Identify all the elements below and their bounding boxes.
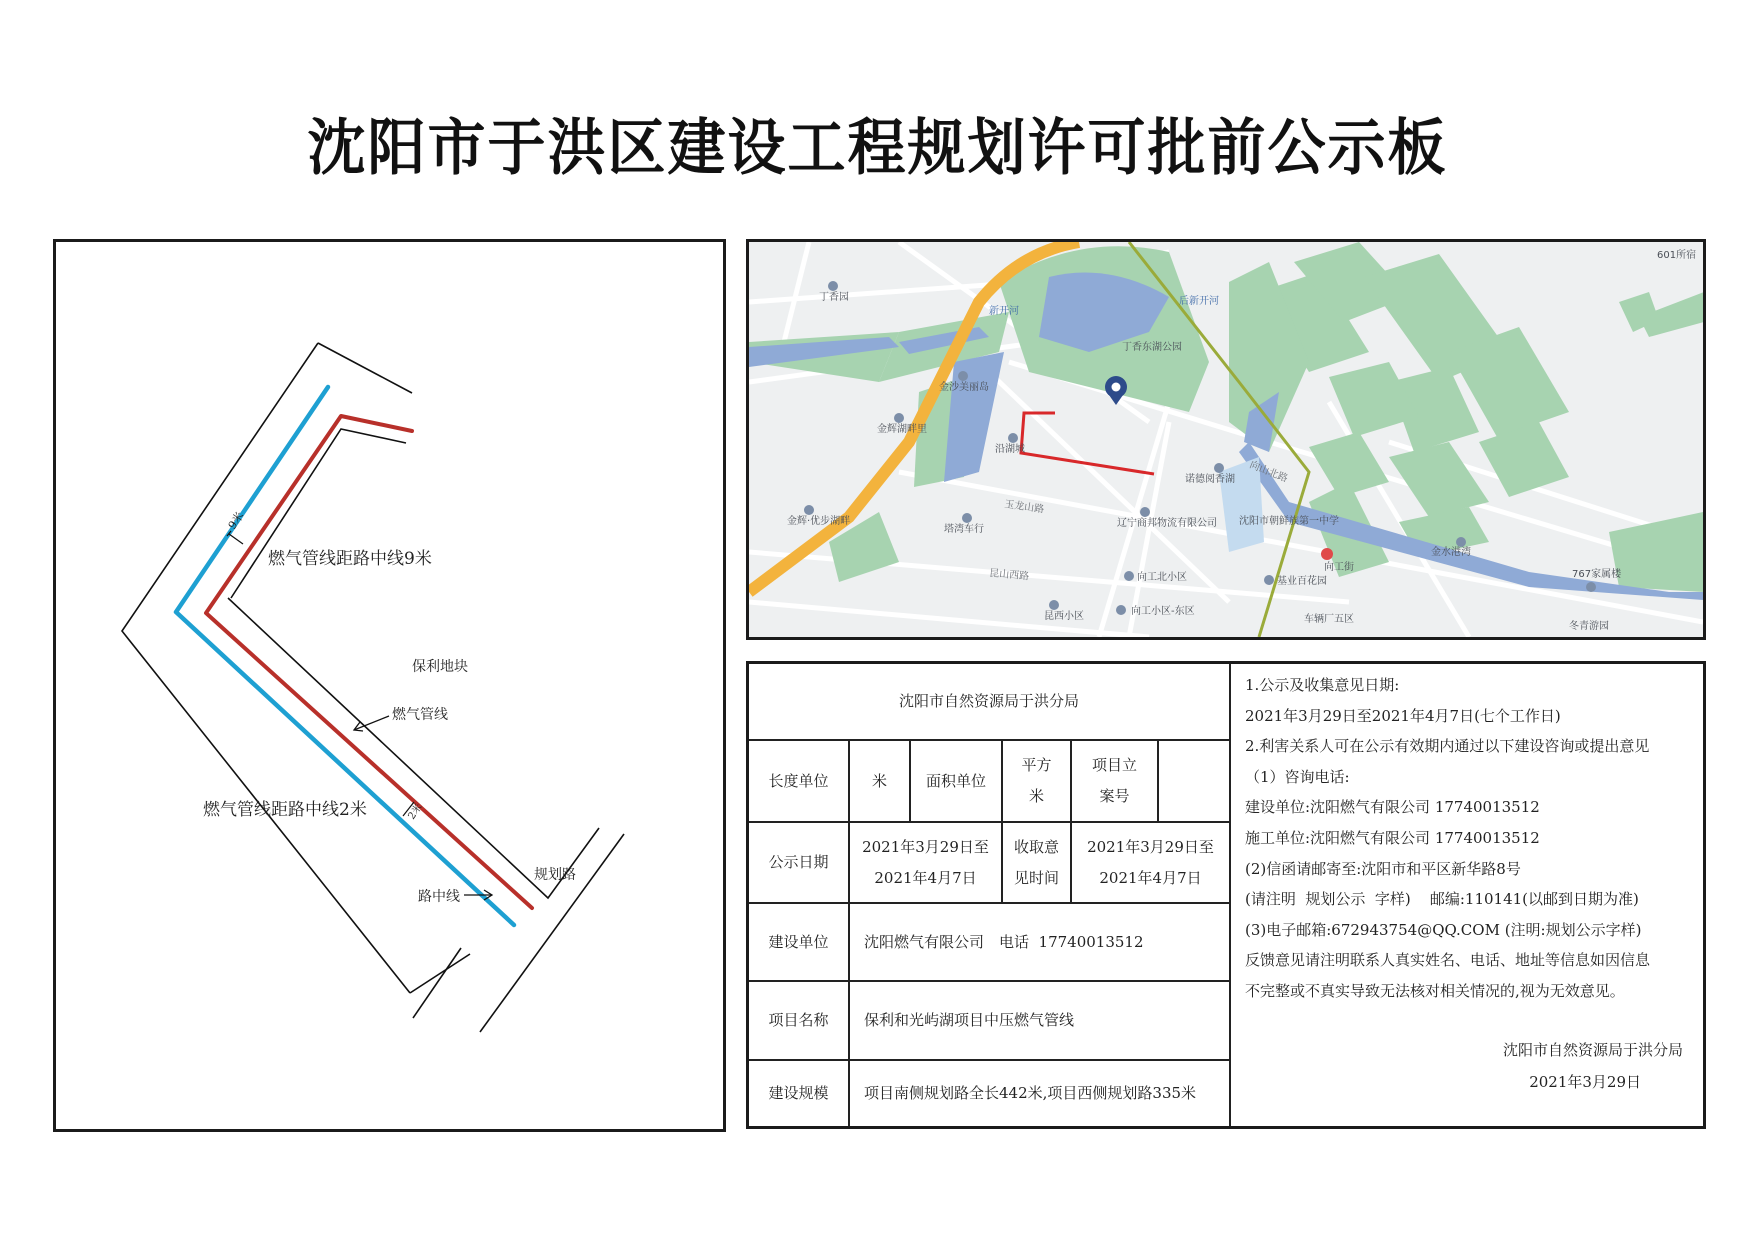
svg-text:向工街: 向工街 — [1324, 562, 1354, 573]
project-id-label: 项目立 案号 — [1072, 741, 1159, 823]
publicity-date-value: 2021年3月29日至 2021年4月7日 — [850, 823, 1003, 904]
dimension-2m-label: 2米 — [406, 801, 425, 822]
distance-2m-label: 燃气管线距路中线2米 — [203, 800, 367, 820]
area-unit-label: 面积单位 — [911, 741, 1003, 823]
svg-text:向工小区-东区: 向工小区-东区 — [1131, 606, 1195, 617]
gas-line-label: 燃气管线 — [392, 707, 448, 723]
svg-text:丁香园: 丁香园 — [819, 292, 849, 303]
svg-text:昆西小区: 昆西小区 — [1044, 611, 1084, 622]
subway-station-icon — [1321, 548, 1333, 560]
svg-text:塔湾车行: 塔湾车行 — [944, 524, 984, 535]
svg-text:601所宿: 601所宿 — [1657, 250, 1697, 261]
map-canvas — [749, 242, 1703, 637]
project-name-value: 保利和光屿湖项目中压燃气管线 — [850, 982, 1231, 1061]
location-map[interactable] — [746, 239, 1706, 640]
note-line: 反馈意见请注明联系人真实姓名、电话、地址等信息如因信息 — [1245, 951, 1651, 970]
note-line: (2)信函请邮寄至:沈阳市和平区新华路8号 — [1245, 859, 1521, 878]
svg-text:沈阳市朝鲜族第一中学: 沈阳市朝鲜族第一中学 — [1239, 516, 1339, 527]
project-name-label: 项目名称 — [749, 982, 850, 1061]
dimension-9m — [227, 531, 243, 544]
note-line: 2021年3月29日至2021年4月7日(七个工作日) — [1245, 706, 1561, 725]
svg-text:金水港湾: 金水港湾 — [1431, 547, 1471, 558]
pipeline-diagram — [56, 242, 723, 1129]
feedback-time-label: 收取意 见时间 — [1003, 823, 1072, 904]
area-unit-value: 平方 米 — [1003, 741, 1072, 823]
svg-text:沿湖城: 沿湖城 — [995, 444, 1025, 455]
svg-text:新开河: 新开河 — [989, 306, 1019, 317]
svg-text:金辉·优步湖畔: 金辉·优步湖畔 — [787, 516, 851, 527]
note-line: 2.利害关系人可在公示有效期内通过以下建设咨询或提出意见 — [1245, 737, 1650, 756]
pipeline-diagram-panel — [53, 239, 726, 1132]
svg-text:辽宁商邦物流有限公司: 辽宁商邦物流有限公司 — [1117, 518, 1217, 529]
road-edges — [122, 343, 624, 1032]
length-unit-value: 米 — [850, 741, 911, 823]
center-line-label: 路中线 — [418, 889, 460, 905]
feedback-time-value: 2021年3月29日至 2021年4月7日 — [1072, 823, 1231, 904]
info-table — [746, 661, 1706, 1129]
builder-value: 沈阳燃气有限公司 电话 17740013512 — [850, 904, 1231, 982]
scale-value: 项目南侧规划路全长442米,项目西侧规划路335米 — [850, 1061, 1231, 1126]
gas-line-arrow — [354, 716, 389, 731]
planned-road-label: 规划路 — [534, 867, 576, 883]
dimension-9m-label: 9米 — [225, 509, 247, 532]
note-line: (3)电子邮箱:672943754@QQ.COM (注明:规划公示字样) — [1245, 920, 1642, 939]
note-line: 建设单位:沈阳燃气有限公司 17740013512 — [1245, 798, 1540, 817]
signature-org: 沈阳市自然资源局于洪分局 — [1502, 1041, 1683, 1059]
distance-9m-label: 燃气管线距路中线9米 — [268, 549, 432, 569]
svg-text:丁香东湖公园: 丁香东湖公园 — [1122, 342, 1182, 353]
builder-label: 建设单位 — [749, 904, 850, 982]
svg-text:玉龙山路: 玉龙山路 — [1003, 499, 1045, 516]
poly-land-label: 保利地块 — [412, 659, 468, 675]
svg-text:冬青游园: 冬青游园 — [1569, 621, 1609, 632]
svg-text:金沙美丽岛: 金沙美丽岛 — [939, 382, 989, 393]
note-line: (请注明 规划公示 字样) 邮编:110141(以邮到日期为准) — [1245, 890, 1639, 909]
table-header: 沈阳市自然资源局于洪分局 — [749, 664, 1231, 741]
svg-text:诺德阅香湖: 诺德阅香湖 — [1185, 474, 1235, 485]
note-line: 施工单位:沈阳燃气有限公司 17740013512 — [1245, 828, 1540, 847]
svg-text:车辆厂五区: 车辆厂五区 — [1304, 614, 1354, 625]
page-title: 沈阳市于洪区建设工程规划许可批前公示板 — [307, 111, 1448, 183]
length-unit-label: 长度单位 — [749, 741, 850, 823]
note-line: （1）咨询电话: — [1245, 767, 1350, 786]
signature-date: 2021年3月29日 — [1529, 1073, 1641, 1091]
scale-label: 建设规模 — [749, 1061, 850, 1126]
svg-text:向工北小区: 向工北小区 — [1137, 572, 1187, 583]
gas-pipeline-line — [206, 416, 532, 908]
project-id-value — [1159, 741, 1231, 823]
publicity-date-label: 公示日期 — [749, 823, 850, 904]
note-line: 1.公示及收集意见日期: — [1245, 676, 1400, 694]
svg-text:基业百花园: 基业百花园 — [1277, 576, 1327, 587]
info-grid — [749, 664, 1229, 1126]
svg-text:向山北路: 向山北路 — [1247, 459, 1290, 485]
svg-text:昆山西路: 昆山西路 — [988, 568, 1030, 583]
svg-text:金辉湖畔里: 金辉湖畔里 — [877, 424, 927, 435]
svg-text:767家属楼: 767家属楼 — [1572, 569, 1622, 580]
svg-text:后新开河: 后新开河 — [1179, 296, 1219, 307]
note-line: 不完整或不真实导致无法核对相关情况的,视为无效意见。 — [1245, 981, 1625, 1000]
